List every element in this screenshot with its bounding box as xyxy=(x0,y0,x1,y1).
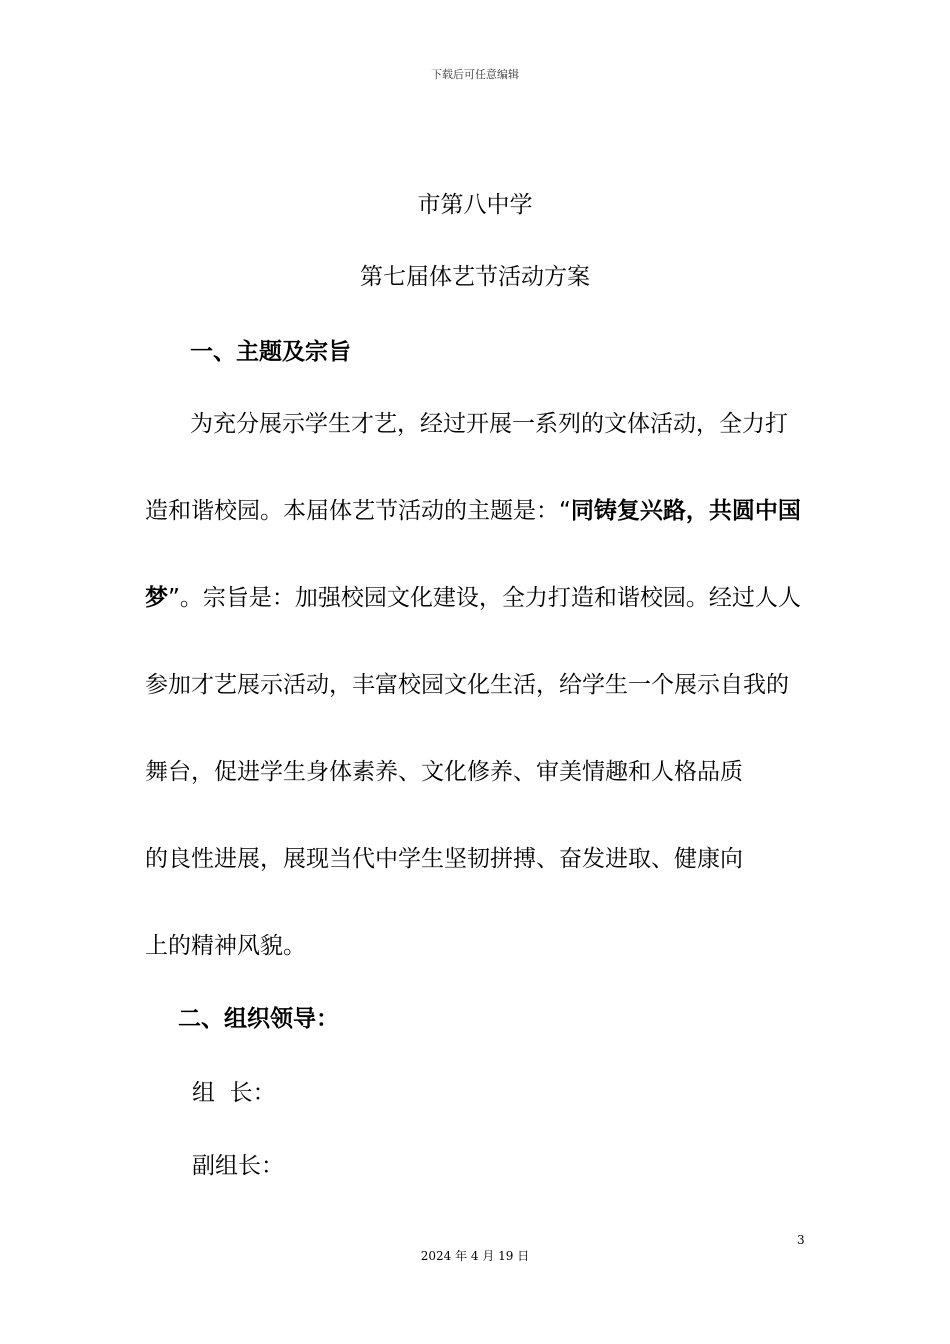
section-2-heading: 二、组织领导： xyxy=(178,1006,339,1032)
leader-label: 组 长： xyxy=(192,1080,276,1106)
theme-text: 梦 xyxy=(145,585,168,611)
deputy-leader-label: 副组长： xyxy=(192,1153,284,1179)
school-name: 市第八中学 xyxy=(417,192,533,218)
paragraph-line: 上的精神风貌。 xyxy=(145,933,306,959)
paragraph-text: 造和谐校园。本届体艺节活动的主题是：“ xyxy=(145,498,571,524)
section-1-heading: 一、主题及宗旨 xyxy=(190,339,351,365)
document-title: 第七届体艺节活动方案 xyxy=(360,264,590,290)
paragraph-line xyxy=(145,492,810,525)
paragraph-line xyxy=(145,579,810,612)
paragraph-line: 的良性进展，展现当代中学生坚韧拼搏、奋发进取、健康向 xyxy=(145,846,743,872)
paragraph-line: 舞台，促进学生身体素养、文化修养、审美情趣和人格品质 xyxy=(145,759,743,785)
page-number: 3 xyxy=(797,1233,805,1247)
paragraph-line: 为充分展示学生才艺，经过开展一系列的文体活动，全力打 xyxy=(190,411,788,437)
footer-date: 2024 年 4 月 19 日 xyxy=(420,1249,530,1263)
paragraph-text: ”。宗旨是：加强校园文化建设，全力打造和谐校园。经过人人 xyxy=(168,585,801,611)
header-note: 下载后可任意编辑 xyxy=(431,68,519,81)
paragraph-line: 参加才艺展示活动，丰富校园文化生活，给学生一个展示自我的 xyxy=(145,672,789,698)
theme-text: 同铸复兴路，共圆中国 xyxy=(570,498,801,524)
